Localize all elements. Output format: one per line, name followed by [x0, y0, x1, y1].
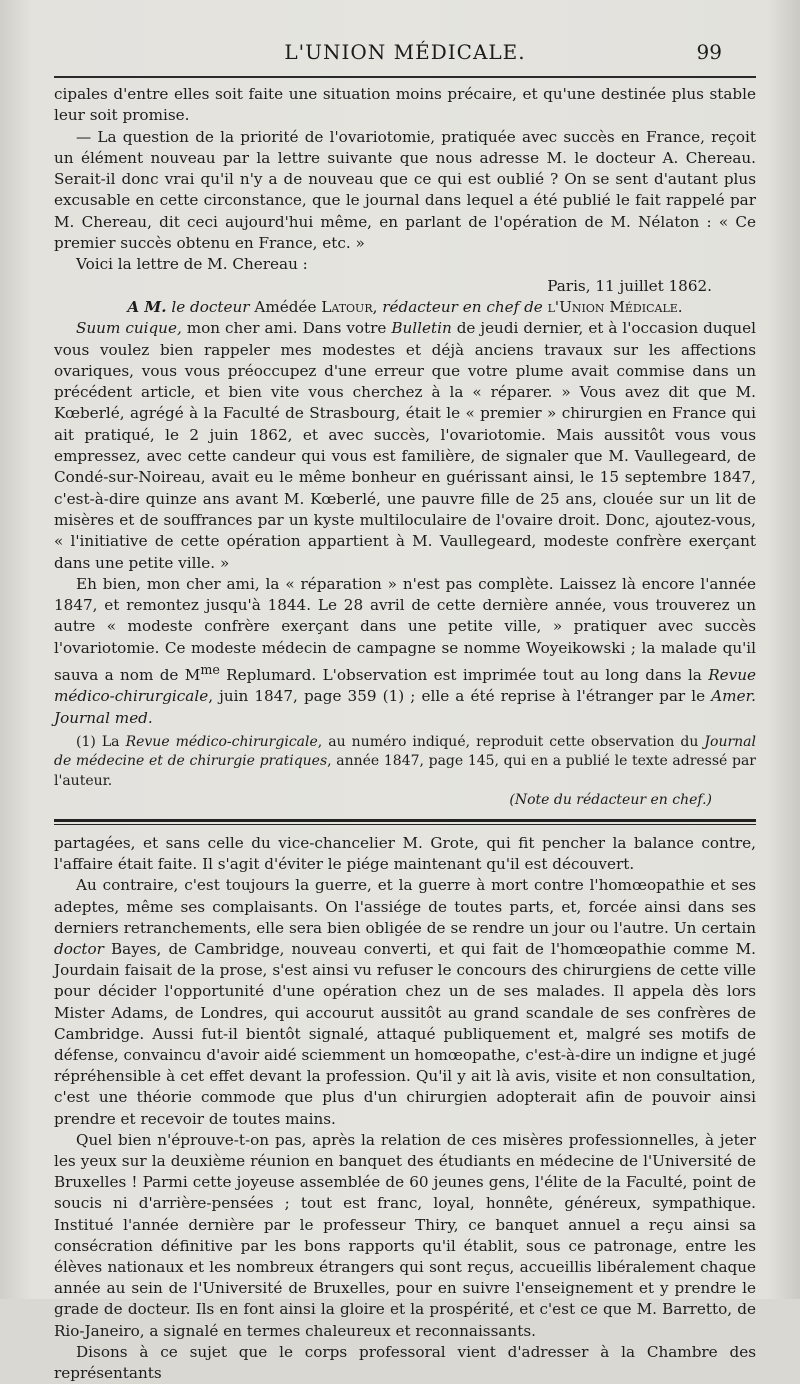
- paragraph: partagées, et sans celle du vice-chancelier M. Grote, qui fit pencher la balance contre, l'affaire était faite. Il s'agit d'éviter le piége maintenant qu'il est découvert.: [54, 833, 756, 874]
- paragraph: [54, 318, 756, 574]
- text-run: doctor: [54, 939, 104, 958]
- text-run: Au contraire, c'est toujours la guerre, et la guerre à mort contre l'homœopathie et ses adeptes, même ses complaisants. On l'assiége de toutes parts, et, forcée ainsi dans ses derniers retranchements, elle sera bien obligée de se rendre un jour ou l'autre. Un certain: [54, 876, 756, 937]
- text-run: Replumard. L'observation est imprimée tout au long dans la: [219, 666, 709, 685]
- letter-date: Paris, 11 juillet 1862.: [547, 276, 712, 295]
- addressee-part: le docteur: [171, 297, 250, 316]
- paragraph: cipales d'entre elles soit faite une situation moins précaire, et qu'une destinée plus stable leur soit promise.: [54, 85, 756, 125]
- letter-addressee: [54, 297, 756, 318]
- text-run: Bayes, de Cambridge, nouveau converti, et qui fait de l'homœopathie comme M. Jourdain faisait de la prose, s'est ainsi vu refuser le concours des chirurgiens de cette ville pour décider l'opportunité d'une opération chez un de ses malades. Il appela dès lors Mister Adams, de Londres, qui accourut aussitôt au grand scandale de ses confrères de Cambridge. Aussi fut-il bientôt signalé, attaqué publiquement et, malgré ses motifs de défense, convaincu d'avoir aidé sciemment un homœopathe, c'est-à-dire un indigne et jugé répréhensible à cet effet devant la profession. Qu'il y ait là avis, visite et non consultation, c'est une théorie commode que plus d'un chirurgien adopterait afin de pouvoir ainsi prendre et recevoir de toutes mains.: [54, 939, 756, 1128]
- running-title: L'UNION MÉDICALE.: [284, 40, 526, 64]
- addressee-part: ,: [372, 297, 383, 316]
- addressee-part: Amédée: [254, 297, 317, 316]
- text-run: , année 1847, page 145, qui en a publié le texte adressé par l'auteur.: [54, 753, 756, 789]
- addressee-part: .: [677, 297, 683, 316]
- text-run: , au numéro indiqué, reproduit cette observation du: [317, 733, 705, 750]
- paragraph: [54, 574, 756, 729]
- footnote-text: [54, 733, 756, 792]
- paragraph: Disons à ce sujet que le corps professoral vient d'adresser à la Chambre des représentants: [54, 1342, 756, 1383]
- paragraph: Quel bien n'éprouve-t-on pas, après la relation de ces misères professionnelles, à jeter les yeux sur la deuxième réunion en banquet des étudiants en médecine de l'Université de Bruxelles ! Parmi cette joyeuse assemblée de 60 jeunes gens, l'élite de la Faculté, point de soucis ni d'arrière-pensées ; tout est franc, loyal, honnête, généreux, sympathique. Institué l'année dernière par le professeur Thiry, ce banquet annuel a reçu ainsi sa consécration définitive par les bons rapports qu'il établit, sous ce patronage, entre les élèves nationaux et les nombreux étrangers qui sont reçus, accueillis libéralement chaque année au sein de l'Université de Bruxelles, pour en suivre l'enseignement et y prendre le grade de docteur. Ils en font ainsi la gloire et la prospérité, et c'est ce que M. Barretto, de Rio-Janeiro, a signalé en termes chaleureux et reconnaissants.: [54, 1130, 756, 1340]
- section-divider: [54, 819, 756, 825]
- addressee-part: l'Union Médicale: [547, 297, 678, 316]
- text-run: Revue médico-chirurgicale: [125, 733, 318, 750]
- editorial-section: [54, 84, 756, 729]
- addressee-part: Latour: [321, 297, 373, 316]
- text-run: Eh bien, mon cher ami, la « réparation » n'est pas complète. Laissez là encore l'année 1847, et remontez jusqu'à 1844. Le 28 avril de cette dernière année, vous trouverez un autre « modeste confrère exerçant dans une petite ville, » pratiquer avec succès l'ovariotomie. Ce modeste médecin de campagne se nomme Woyeikowski ; la malade qu'il sauva a nom de M: [54, 574, 756, 685]
- text-run: (1) La: [76, 733, 126, 750]
- text-run: Amer. Journal med.: [54, 687, 756, 727]
- feuilleton-section: [54, 833, 756, 1384]
- page-number: 99: [696, 40, 722, 64]
- addressee-part: A M.: [127, 297, 167, 316]
- page-header: [54, 38, 756, 72]
- text-run: Bulletin: [391, 319, 452, 338]
- text-run: me: [200, 662, 220, 678]
- text-run: (Note du rédacteur en chef.): [509, 792, 712, 809]
- paragraph: — La question de la priorité de l'ovariotomie, pratiquée avec succès en France, reçoit un élément nouveau par la lettre suivante que nous adresse M. le docteur A. Chereau. Serait-il donc vrai qu'il n'y a de nouveau que ce qui est oublié ? On se sent d'autant plus excusable en cette circonstance, que le journal dans lequel a été publié le fait rappelé par M. Chereau, dit ceci aujourd'hui même, en parlant de l'opération de M. Nélaton : « Ce premier succès obtenu en France, etc. »: [54, 127, 756, 253]
- footnote-signature: [54, 791, 756, 811]
- text-run: Journal de médecine et de chirurgie pratiques: [54, 733, 756, 770]
- text-run: Suum cuique,: [76, 319, 182, 338]
- text-run: mon cher ami. Dans votre: [181, 319, 392, 338]
- paragraph: Voici la lettre de M. Chereau :: [76, 255, 308, 274]
- header-rule: [54, 76, 756, 78]
- footnote: [54, 733, 756, 811]
- text-run: , juin 1847, page 359 (1) ; elle a été reprise à l'étranger par le: [208, 687, 712, 706]
- text-run: de jeudi dernier, et à l'occasion duquel vous voulez bien rappeler mes modestes et déjà anciens travaux sur les affections ovariques, vous vous préoccupez d'une erreur que votre plume avait commise dans un précédent article, et bien vite vous cherchez à la « réparer. » Vous avez dit que M. Kœberlé, agrégé à la Faculté de Strasbourg, était le « premier » chirurgien en France qui ait pratiqué, le 2 juin 1862, et avec succès, l'ovariotomie. Mais aussitôt vous vous empressez, avec cette candeur qui vous est familière, de signaler que M. Vaullegeard, de Condé-sur-Noireau, avait eu le même bonheur en guérissant ainsi, le 15 septembre 1847, c'est-à-dire quinze ans avant M. Kœberlé, une pauvre fille de 25 ans, clouée sur un lit de misères et de souffrances par un kyste multiloculaire de l'ovaire droit. Donc, ajoutez-vous, « l'initiative de cette opération appartient à M. Vaullegeard, modeste confrère exerçant dans une petite ville. »: [54, 319, 756, 572]
- addressee-part: rédacteur en chef de: [382, 297, 543, 316]
- text-run: Revue médico-chirurgicale: [54, 666, 756, 706]
- paragraph: [54, 875, 756, 1129]
